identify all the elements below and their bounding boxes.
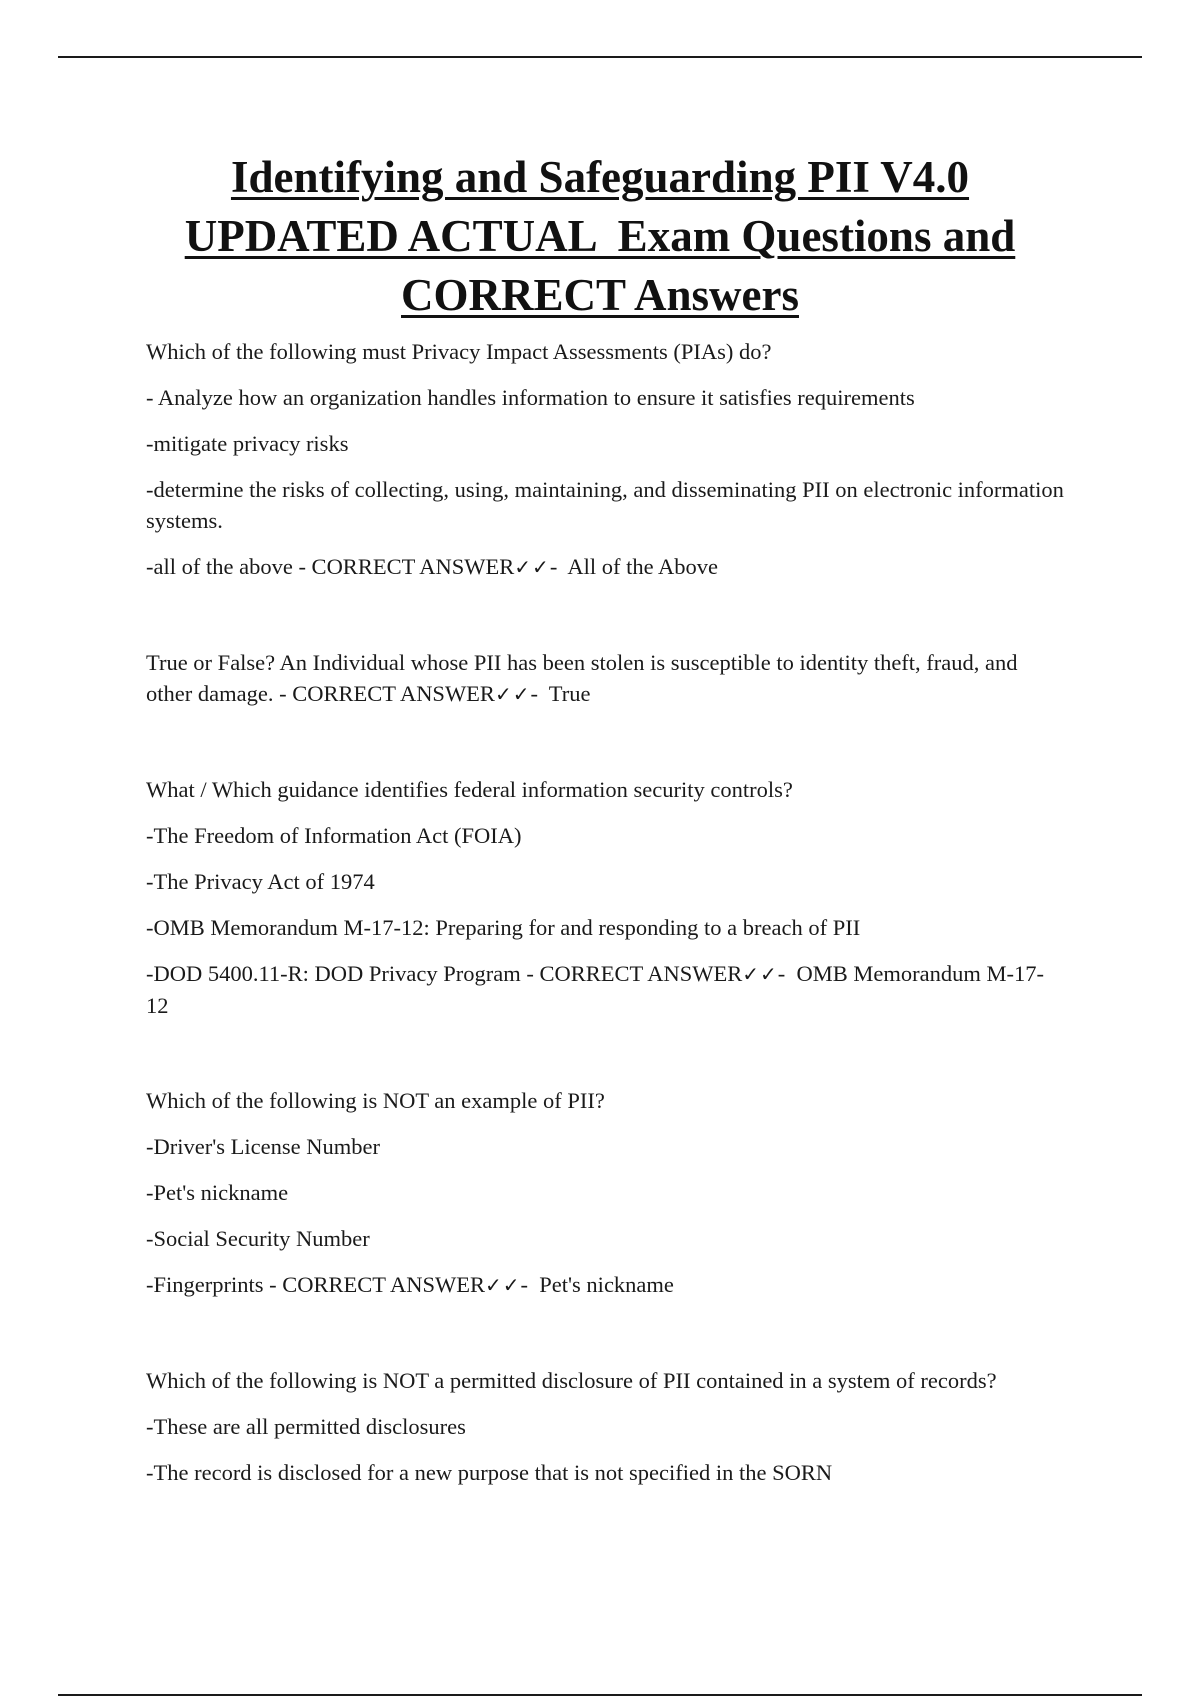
answer-dash: - <box>520 1272 540 1297</box>
option-text: -These are all permitted disclosures <box>146 1414 466 1439</box>
option-text: -all of the above <box>146 554 293 579</box>
page-title <box>120 148 1080 325</box>
answer-dash: - <box>530 681 549 706</box>
qa-item-2 <box>146 647 1066 710</box>
qa-content <box>146 336 1066 1488</box>
title-line-3: CORRECT Answers <box>401 270 799 320</box>
question-text: Which of the following is NOT a permitted disclosure of PII contained in a system of records? <box>146 1368 997 1393</box>
answer-line <box>146 958 1066 1021</box>
title-line-2: UPDATED ACTUAL Exam Questions and <box>184 211 1016 261</box>
answer-text: All of the Above <box>567 554 718 579</box>
option-text: -The Freedom of Information Act (FOIA) <box>146 823 522 848</box>
answer-marker: - CORRECT ANSWER <box>298 554 515 579</box>
option-text: -The record is disclosed for a new purpose that is not specified in the SORN <box>146 1460 833 1485</box>
question-text: What / Which guidance identifies federal information security controls? <box>146 777 793 802</box>
answer-text: Pet's nickname <box>539 1272 674 1297</box>
option-text: -The Privacy Act of 1974 <box>146 869 375 894</box>
question-text: True or False? An Individual whose PII has been stolen is susceptible to identity theft, fraud, and other damage. <box>146 650 1018 706</box>
qa-item-1 <box>146 336 1066 583</box>
top-rule <box>58 56 1142 58</box>
answer-dash: - <box>549 554 568 579</box>
answer-line <box>146 1269 1066 1301</box>
answer-text: OMB Memorandum M-17-12 <box>146 961 1044 1018</box>
bottom-rule <box>58 1694 1142 1696</box>
title-line-1: Identifying and Safeguarding PII V4.0 <box>230 152 970 202</box>
answer-marker: - CORRECT ANSWER <box>269 1272 485 1297</box>
option-text: -Pet's nickname <box>146 1180 289 1205</box>
check-icon: ✓✓ <box>742 962 778 986</box>
option-text: -DOD 5400.11-R: DOD Privacy Program <box>146 961 521 986</box>
option-text: -Driver's License Number <box>146 1134 380 1159</box>
question-text: Which of the following must Privacy Impact Assessments (PIAs) do? <box>146 339 772 364</box>
qa-item-5 <box>146 1365 1066 1488</box>
check-icon: ✓✓ <box>514 555 550 579</box>
option-text: -OMB Memorandum M-17-12: Preparing for and responding to a breach of PII <box>146 915 861 940</box>
answer-marker: - CORRECT ANSWER <box>279 681 495 706</box>
answer-line <box>146 551 1066 583</box>
answer-text: True <box>548 681 591 706</box>
option-text: -Social Security Number <box>146 1226 370 1251</box>
question-text: Which of the following is NOT an example of PII? <box>146 1088 605 1113</box>
answer-dash: - <box>777 961 797 986</box>
check-icon: ✓✓ <box>484 1273 521 1297</box>
option-text: -Fingerprints <box>146 1272 264 1297</box>
option-text: -determine the risks of collecting, using, maintaining, and disseminating PII on electronic information systems. <box>146 477 1064 533</box>
check-icon: ✓✓ <box>494 682 531 706</box>
qa-item-3 <box>146 774 1066 1021</box>
answer-marker: - CORRECT ANSWER <box>526 961 743 986</box>
qa-item-4 <box>146 1085 1066 1301</box>
option-text: -mitigate privacy risks <box>146 431 349 456</box>
answer-line <box>146 647 1066 710</box>
option-text: - Analyze how an organization handles information to ensure it satisfies requirements <box>146 385 915 410</box>
